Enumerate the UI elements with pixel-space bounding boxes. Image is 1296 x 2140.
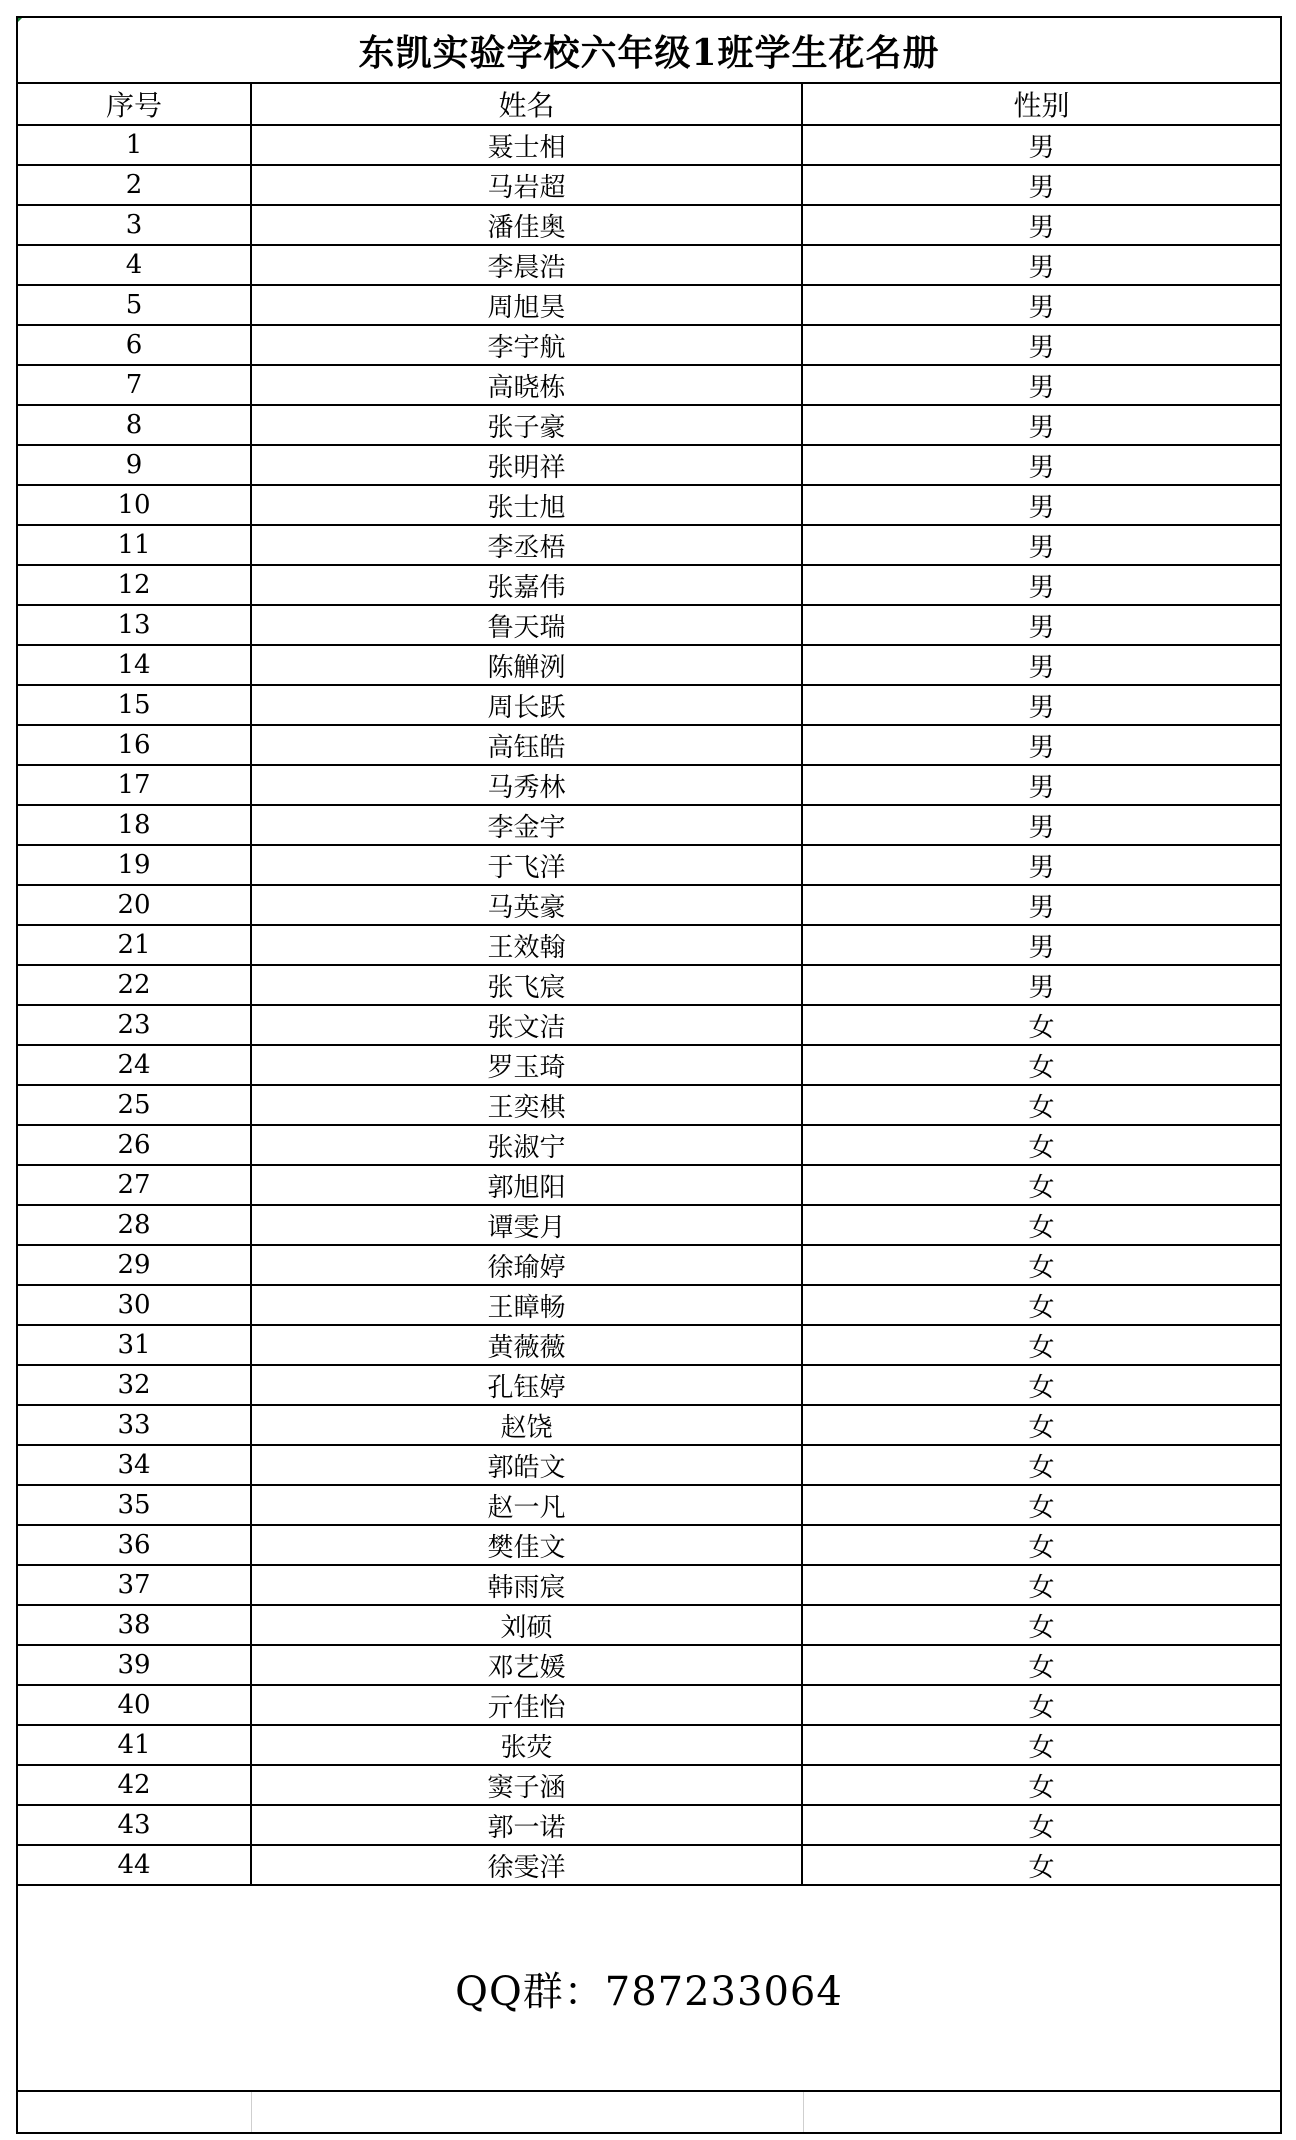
- table-row: [18, 565, 1280, 605]
- student-gender-cell[interactable]: 女: [802, 1285, 1280, 1325]
- student-name-cell[interactable]: 张淑宁: [251, 1125, 802, 1165]
- student-name-cell[interactable]: 谭雯月: [251, 1205, 802, 1245]
- student-name-cell[interactable]: 高钰皓: [251, 725, 802, 765]
- table-row: [18, 1045, 1280, 1085]
- header-gender[interactable]: 性别: [802, 84, 1280, 125]
- student-number-cell[interactable]: 12: [18, 565, 251, 605]
- student-number-cell[interactable]: 24: [18, 1045, 251, 1085]
- student-name-cell[interactable]: 李金宇: [251, 805, 802, 845]
- student-gender-cell[interactable]: 女: [802, 1445, 1280, 1485]
- table-row: [18, 645, 1280, 685]
- student-gender-cell[interactable]: 女: [802, 1245, 1280, 1285]
- student-gender-cell[interactable]: 女: [802, 1565, 1280, 1605]
- student-name-cell[interactable]: 马英豪: [251, 885, 802, 925]
- student-name-cell[interactable]: 马秀林: [251, 765, 802, 805]
- roster-table: [18, 84, 1280, 1886]
- student-number-cell[interactable]: 5: [18, 285, 251, 325]
- table-row: [18, 1365, 1280, 1405]
- student-gender-cell[interactable]: 男: [802, 125, 1280, 165]
- student-gender-cell[interactable]: 女: [802, 1805, 1280, 1845]
- student-name-cell[interactable]: 孔钰婷: [251, 1365, 802, 1405]
- student-number-cell[interactable]: 20: [18, 885, 251, 925]
- table-row: [18, 1125, 1280, 1165]
- student-gender-cell[interactable]: 男: [802, 485, 1280, 525]
- header-name[interactable]: 姓名: [251, 84, 802, 125]
- student-gender-cell[interactable]: 女: [802, 1845, 1280, 1885]
- student-name-cell[interactable]: 徐瑜婷: [251, 1245, 802, 1285]
- student-gender-cell[interactable]: 女: [802, 1005, 1280, 1045]
- student-gender-cell[interactable]: 女: [802, 1725, 1280, 1765]
- student-number-cell[interactable]: 17: [18, 765, 251, 805]
- student-name-cell[interactable]: 刘硕: [251, 1605, 802, 1645]
- student-number-cell[interactable]: 13: [18, 605, 251, 645]
- table-row: [18, 1685, 1280, 1725]
- student-name-cell[interactable]: 高晓栋: [251, 365, 802, 405]
- student-number-cell[interactable]: 2: [18, 165, 251, 205]
- student-name-cell[interactable]: 张嘉伟: [251, 565, 802, 605]
- student-gender-cell[interactable]: 女: [802, 1045, 1280, 1085]
- student-gender-cell[interactable]: 女: [802, 1365, 1280, 1405]
- student-number-cell[interactable]: 26: [18, 1125, 251, 1165]
- table-row: [18, 1565, 1280, 1605]
- table-row: [18, 1845, 1280, 1885]
- table-row: [18, 845, 1280, 885]
- student-gender-cell[interactable]: 女: [802, 1605, 1280, 1645]
- student-number-cell[interactable]: 14: [18, 645, 251, 685]
- student-number-cell[interactable]: 35: [18, 1485, 251, 1525]
- student-name-cell[interactable]: 张荧: [251, 1725, 802, 1765]
- header-row: [18, 84, 1280, 125]
- student-number-cell[interactable]: 44: [18, 1845, 251, 1885]
- empty-cell[interactable]: [252, 2092, 804, 2132]
- student-number-cell[interactable]: 28: [18, 1205, 251, 1245]
- student-gender-cell[interactable]: 男: [802, 445, 1280, 485]
- student-number-cell[interactable]: 16: [18, 725, 251, 765]
- student-name-cell[interactable]: 周长跃: [251, 685, 802, 725]
- student-name-cell[interactable]: 王效翰: [251, 925, 802, 965]
- student-gender-cell[interactable]: 女: [802, 1405, 1280, 1445]
- student-name-cell[interactable]: 王奕棋: [251, 1085, 802, 1125]
- student-name-cell[interactable]: 罗玉琦: [251, 1045, 802, 1085]
- table-row: [18, 1285, 1280, 1325]
- table-row: [18, 525, 1280, 565]
- table-row: [18, 1245, 1280, 1285]
- table-row: [18, 885, 1280, 925]
- student-gender-cell[interactable]: 男: [802, 965, 1280, 1005]
- student-name-cell[interactable]: 徐雯洋: [251, 1845, 802, 1885]
- student-number-cell[interactable]: 15: [18, 685, 251, 725]
- student-number-cell[interactable]: 21: [18, 925, 251, 965]
- student-name-cell[interactable]: 赵饶: [251, 1405, 802, 1445]
- table-row: [18, 1525, 1280, 1565]
- student-gender-cell[interactable]: 男: [802, 765, 1280, 805]
- table-row: [18, 325, 1280, 365]
- student-name-cell[interactable]: 张飞宸: [251, 965, 802, 1005]
- student-gender-cell[interactable]: 男: [802, 525, 1280, 565]
- student-name-cell[interactable]: 亓佳怡: [251, 1685, 802, 1725]
- student-name-cell[interactable]: 周旭昊: [251, 285, 802, 325]
- student-gender-cell[interactable]: 女: [802, 1765, 1280, 1805]
- student-gender-cell[interactable]: 男: [802, 565, 1280, 605]
- student-name-cell[interactable]: 聂士相: [251, 125, 802, 165]
- student-gender-cell[interactable]: 女: [802, 1205, 1280, 1245]
- student-gender-cell[interactable]: 女: [802, 1325, 1280, 1365]
- student-number-cell[interactable]: 22: [18, 965, 251, 1005]
- student-name-cell[interactable]: 王瞕畅: [251, 1285, 802, 1325]
- student-gender-cell[interactable]: 男: [802, 805, 1280, 845]
- table-row: [18, 125, 1280, 165]
- student-name-cell[interactable]: 鲁天瑞: [251, 605, 802, 645]
- table-row: [18, 765, 1280, 805]
- student-number-cell[interactable]: 38: [18, 1605, 251, 1645]
- student-gender-cell[interactable]: 女: [802, 1645, 1280, 1685]
- table-row: [18, 165, 1280, 205]
- table-row: [18, 685, 1280, 725]
- table-row: [18, 725, 1280, 765]
- student-name-cell[interactable]: 李晨浩: [251, 245, 802, 285]
- table-row: [18, 205, 1280, 245]
- student-number-cell[interactable]: 31: [18, 1325, 251, 1365]
- student-gender-cell[interactable]: 女: [802, 1485, 1280, 1525]
- student-number-cell[interactable]: 32: [18, 1365, 251, 1405]
- table-row: [18, 1325, 1280, 1365]
- student-name-cell[interactable]: 潘佳奥: [251, 205, 802, 245]
- student-name-cell[interactable]: 马岩超: [251, 165, 802, 205]
- student-gender-cell[interactable]: 男: [802, 405, 1280, 445]
- student-name-cell[interactable]: 张子豪: [251, 405, 802, 445]
- table-row: [18, 485, 1280, 525]
- student-gender-cell[interactable]: 男: [802, 605, 1280, 645]
- student-number-cell[interactable]: 6: [18, 325, 251, 365]
- student-name-cell[interactable]: 郭旭阳: [251, 1165, 802, 1205]
- student-name-cell[interactable]: 郭皓文: [251, 1445, 802, 1485]
- student-number-cell[interactable]: 30: [18, 1285, 251, 1325]
- table-row: [18, 1485, 1280, 1525]
- student-number-cell[interactable]: 37: [18, 1565, 251, 1605]
- student-gender-cell[interactable]: 男: [802, 725, 1280, 765]
- table-row: [18, 1765, 1280, 1805]
- student-gender-cell[interactable]: 男: [802, 285, 1280, 325]
- student-number-cell[interactable]: 34: [18, 1445, 251, 1485]
- table-row: [18, 925, 1280, 965]
- student-number-cell[interactable]: 29: [18, 1245, 251, 1285]
- empty-cell[interactable]: [18, 2092, 252, 2132]
- student-number-cell[interactable]: 36: [18, 1525, 251, 1565]
- student-number-cell[interactable]: 40: [18, 1685, 251, 1725]
- student-name-cell[interactable]: 黄薇薇: [251, 1325, 802, 1365]
- table-row: [18, 285, 1280, 325]
- student-number-cell[interactable]: 25: [18, 1085, 251, 1125]
- student-number-cell[interactable]: 4: [18, 245, 251, 285]
- table-row: [18, 1725, 1280, 1765]
- student-gender-cell[interactable]: 女: [802, 1165, 1280, 1205]
- student-number-cell[interactable]: 42: [18, 1765, 251, 1805]
- student-number-cell[interactable]: 7: [18, 365, 251, 405]
- table-row: [18, 605, 1280, 645]
- student-name-cell[interactable]: 张士旭: [251, 485, 802, 525]
- student-name-cell[interactable]: 张文洁: [251, 1005, 802, 1045]
- student-number-cell[interactable]: 3: [18, 205, 251, 245]
- student-name-cell[interactable]: 李宇航: [251, 325, 802, 365]
- student-gender-cell[interactable]: 男: [802, 925, 1280, 965]
- student-number-cell[interactable]: 19: [18, 845, 251, 885]
- table-row: [18, 805, 1280, 845]
- student-number-cell[interactable]: 9: [18, 445, 251, 485]
- table-row: [18, 1605, 1280, 1645]
- roster-sheet: [16, 16, 1282, 2134]
- qq-group-note[interactable]: QQ群：787233064: [18, 1886, 1280, 2092]
- sheet-title: 东凯实验学校六年级1班学生花名册: [18, 18, 1280, 84]
- table-row: [18, 245, 1280, 285]
- student-number-cell[interactable]: 39: [18, 1645, 251, 1685]
- student-gender-cell[interactable]: 男: [802, 205, 1280, 245]
- student-name-cell[interactable]: 于飞洋: [251, 845, 802, 885]
- table-row: [18, 1645, 1280, 1685]
- student-name-cell[interactable]: 赵一凡: [251, 1485, 802, 1525]
- student-gender-cell[interactable]: 女: [802, 1085, 1280, 1125]
- header-number[interactable]: 序号: [18, 84, 251, 125]
- student-gender-cell[interactable]: 男: [802, 645, 1280, 685]
- student-gender-cell[interactable]: 女: [802, 1685, 1280, 1725]
- student-name-cell[interactable]: 韩雨宸: [251, 1565, 802, 1605]
- student-number-cell[interactable]: 43: [18, 1805, 251, 1845]
- student-name-cell[interactable]: 窦子涵: [251, 1765, 802, 1805]
- table-row: [18, 1205, 1280, 1245]
- student-number-cell[interactable]: 27: [18, 1165, 251, 1205]
- table-row: [18, 965, 1280, 1005]
- table-row: [18, 1085, 1280, 1125]
- student-name-cell[interactable]: 李丞梧: [251, 525, 802, 565]
- student-gender-cell[interactable]: 男: [802, 365, 1280, 405]
- student-number-cell[interactable]: 11: [18, 525, 251, 565]
- student-gender-cell[interactable]: 男: [802, 845, 1280, 885]
- student-gender-cell[interactable]: 女: [802, 1125, 1280, 1165]
- student-gender-cell[interactable]: 男: [802, 885, 1280, 925]
- student-number-cell[interactable]: 10: [18, 485, 251, 525]
- student-number-cell[interactable]: 8: [18, 405, 251, 445]
- student-name-cell[interactable]: 邓艺媛: [251, 1645, 802, 1685]
- table-row: [18, 1405, 1280, 1445]
- empty-trailing-row: [18, 2092, 1280, 2132]
- table-row: [18, 445, 1280, 485]
- student-gender-cell[interactable]: 女: [802, 1525, 1280, 1565]
- table-row: [18, 1165, 1280, 1205]
- student-number-cell[interactable]: 23: [18, 1005, 251, 1045]
- student-number-cell[interactable]: 1: [18, 125, 251, 165]
- student-gender-cell[interactable]: 男: [802, 325, 1280, 365]
- student-name-cell[interactable]: 陈觯洌: [251, 645, 802, 685]
- student-gender-cell[interactable]: 男: [802, 245, 1280, 285]
- table-row: [18, 1005, 1280, 1045]
- student-name-cell[interactable]: 郭一诺: [251, 1805, 802, 1845]
- roster-body: [18, 125, 1280, 1885]
- student-number-cell[interactable]: 33: [18, 1405, 251, 1445]
- student-number-cell[interactable]: 18: [18, 805, 251, 845]
- table-row: [18, 405, 1280, 445]
- table-row: [18, 1445, 1280, 1485]
- table-row: [18, 1805, 1280, 1845]
- student-name-cell[interactable]: 樊佳文: [251, 1525, 802, 1565]
- student-number-cell[interactable]: 41: [18, 1725, 251, 1765]
- student-name-cell[interactable]: 张明祥: [251, 445, 802, 485]
- student-gender-cell[interactable]: 男: [802, 685, 1280, 725]
- student-gender-cell[interactable]: 男: [802, 165, 1280, 205]
- table-row: [18, 365, 1280, 405]
